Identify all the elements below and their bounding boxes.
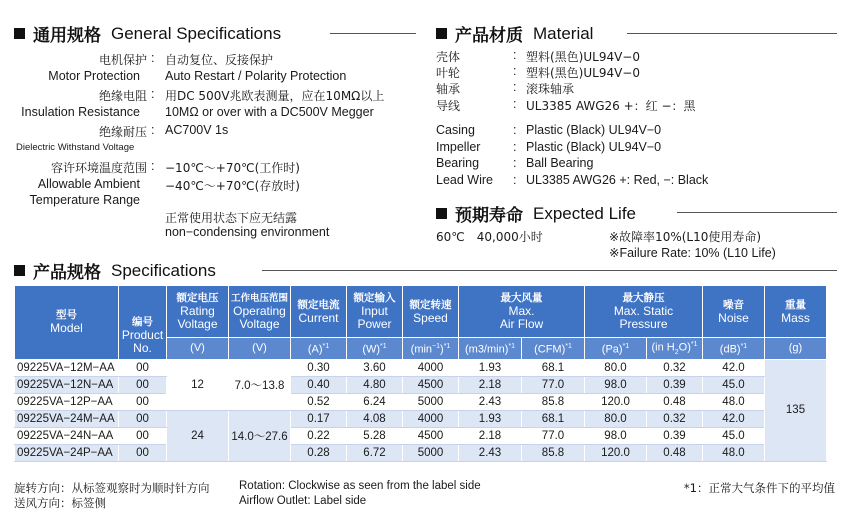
insulation-value-en: 10MΩ or over with a DC500V Megger — [165, 105, 374, 119]
header-airflow-zh: 最大风量 — [500, 292, 543, 304]
unit-current: $(A)^{*1}$ — [291, 338, 347, 360]
cell-product: 00 — [119, 393, 167, 410]
header-current — [291, 286, 347, 338]
cell-m3: 1.93 — [459, 410, 522, 427]
ambient-label-en-1: Allowable Ambient — [37, 177, 140, 191]
material-title-zh: 产品材质 — [455, 26, 523, 46]
cell-speed: 4500 — [403, 427, 459, 444]
header-mass-en: Mass — [781, 310, 810, 325]
spec-table — [14, 285, 827, 462]
material-bearing-value-zh: 滚珠轴承 — [526, 82, 575, 96]
header-rating — [167, 286, 229, 338]
material-impeller-value-en: Plastic (Black) UL94V−0 — [526, 140, 662, 154]
material-impeller-label-zh: 叶轮 — [436, 66, 461, 80]
header-input — [347, 286, 403, 338]
cell-input: 6.72 — [347, 444, 403, 461]
material-title-en: Material — [533, 23, 594, 43]
ambient-label-en-2: Temperature Range — [29, 193, 140, 207]
cell-inh2o: 0.39 — [647, 376, 703, 393]
table-row — [15, 427, 827, 444]
unit-input: $(W)^{*1}$ — [347, 338, 403, 360]
header-mass — [765, 286, 827, 338]
cell-db: 45.0 — [703, 427, 765, 444]
ambient-label-zh: 容许环境温度范围 — [50, 161, 147, 175]
colon: : — [513, 173, 517, 187]
header-input-en-2: Power — [357, 317, 392, 331]
cell-cfm: 85.8 — [522, 444, 585, 461]
motor-protection-value-en: Auto Restart / Polarity Protection — [165, 69, 347, 83]
withstand-value: AC700V 1s — [165, 123, 229, 137]
cell-current: 0.28 — [291, 444, 347, 461]
colon: : — [513, 80, 517, 94]
material-impeller-label-en: Impeller — [436, 140, 481, 154]
specs-title-rule — [262, 270, 837, 271]
motor-protection-value-zh: 自动复位、反接保护 — [165, 53, 274, 67]
cell-mass: 135 — [765, 359, 827, 461]
colon: : — [151, 123, 155, 137]
cell-model: 09225VA−12P−AA — [15, 393, 119, 410]
header-speed-zh: 额定转速 — [409, 298, 452, 311]
material-bearing-label-en: Bearing — [436, 156, 480, 170]
header-product-zh: 编号 — [132, 315, 153, 328]
header-rating-en-1: Rating — [180, 304, 215, 318]
colon: : — [513, 140, 517, 154]
cell-db: 42.0 — [703, 359, 765, 376]
general-title-rule — [330, 33, 416, 34]
footer-airflow-en: Airflow Outlet: Label side — [239, 495, 367, 507]
cell-rating-12: 12 — [167, 359, 229, 410]
footer-rotation-en: Rotation: Clockwise as seen from the label side — [239, 480, 481, 492]
cell-product: 00 — [119, 444, 167, 461]
header-model-en: Model — [50, 321, 83, 336]
motor-protection-label-zh: 电机保护 — [98, 53, 147, 67]
material-bearing-label-zh: 轴承 — [436, 82, 461, 96]
life-note-en: ※Failure Rate: 10% (L10 Life) — [609, 246, 776, 260]
cell-db: 48.0 — [703, 393, 765, 410]
specs-title — [14, 258, 216, 283]
insulation-label-en: Insulation Resistance — [21, 105, 140, 119]
cell-speed: 5000 — [403, 444, 459, 461]
cell-product: 00 — [119, 376, 167, 393]
header-input-zh: 额定输入 — [353, 292, 396, 304]
general-title-en: General Specifications — [111, 23, 282, 43]
header-noise-zh: 噪音 — [723, 298, 744, 311]
cell-cfm: 85.8 — [522, 393, 585, 410]
cell-model: 09225VA−12M−AA — [15, 359, 119, 376]
cell-current: 0.17 — [291, 410, 347, 427]
material-lead-value-zh: UL3385 AWG26 +：红 −：黑 — [526, 99, 696, 113]
header-operating-en-1: Operating — [233, 304, 286, 318]
header-current-zh: 额定电流 — [297, 298, 340, 311]
colon: : — [513, 48, 517, 62]
cell-current: 0.30 — [291, 359, 347, 376]
material-casing-label-zh: 壳体 — [436, 50, 461, 64]
cell-pa: 98.0 — [585, 376, 647, 393]
cell-m3: 2.18 — [459, 376, 522, 393]
header-pressure-zh: 最大静压 — [622, 292, 665, 304]
material-lead-label-zh: 导线 — [436, 99, 461, 113]
table-row — [15, 393, 827, 410]
material-bearing-value-en: Ball Bearing — [526, 156, 594, 170]
colon: : — [513, 123, 517, 137]
material-casing-value-zh: 塑料(黑色)UL94V−0 — [526, 50, 641, 64]
header-model-zh: 型号 — [56, 309, 77, 322]
cell-speed: 4500 — [403, 376, 459, 393]
table-row — [15, 359, 827, 376]
cell-current: 0.22 — [291, 427, 347, 444]
colon: : — [513, 156, 517, 170]
section-square-icon — [14, 265, 25, 276]
motor-protection-label-en: Motor Protection — [48, 69, 140, 83]
cell-product: 00 — [119, 359, 167, 376]
cell-input: 4.08 — [347, 410, 403, 427]
colon: : — [151, 51, 155, 65]
life-note-zh: ※故障率10%(L10使用寿命) — [609, 230, 762, 244]
cell-speed: 5000 — [403, 393, 459, 410]
cell-rating-24: 24 — [167, 410, 229, 461]
cell-pa: 80.0 — [585, 359, 647, 376]
cell-input: 3.60 — [347, 359, 403, 376]
colon: : — [151, 159, 155, 173]
life-title — [436, 201, 636, 226]
cell-pa: 80.0 — [585, 410, 647, 427]
cell-operating-24: 14.0～27.6 — [229, 410, 291, 461]
cell-inh2o: 0.32 — [647, 359, 703, 376]
cell-m3: 2.18 — [459, 427, 522, 444]
header-mass-zh: 重量 — [785, 298, 806, 311]
footer-note: *1：正常大气条件下的平均值 — [683, 481, 835, 495]
cell-product: 00 — [119, 427, 167, 444]
header-rating-zh: 额定电压 — [176, 292, 219, 304]
unit-operating: (V) — [229, 338, 291, 360]
header-operating-en-2: Voltage — [239, 317, 280, 331]
cell-cfm: 68.1 — [522, 359, 585, 376]
section-square-icon — [436, 28, 447, 39]
cell-speed: 4000 — [403, 410, 459, 427]
cell-m3: 2.43 — [459, 393, 522, 410]
material-casing-value-en: Plastic (Black) UL94V−0 — [526, 123, 662, 137]
material-lead-label-en: Lead Wire — [436, 173, 493, 187]
table-row — [15, 444, 827, 461]
cell-operating-12: 7.0～13.8 — [229, 359, 291, 410]
unit-db: (dB)$^{*1}$ — [703, 338, 765, 360]
life-title-zh: 预期寿命 — [455, 206, 523, 226]
cell-cfm: 77.0 — [522, 427, 585, 444]
section-square-icon — [14, 28, 25, 39]
footer-rotation-zh: 旋转方向：从标签观察时为顺时针方向 — [14, 481, 210, 495]
unit-speed: $(\min^{-1})^{*1}$ — [403, 338, 459, 360]
cell-speed: 4000 — [403, 359, 459, 376]
header-row-1 — [15, 286, 827, 304]
general-spec-title — [14, 21, 281, 46]
cell-db: 48.0 — [703, 444, 765, 461]
cell-model: 09225VA−24N−AA — [15, 427, 119, 444]
unit-pa: $(Pa)^{*1}$ — [585, 338, 647, 360]
material-title — [436, 21, 593, 46]
cell-pa: 120.0 — [585, 393, 647, 410]
header-operating-zh: 工作电压范围 — [231, 293, 289, 304]
cell-inh2o: 0.32 — [647, 410, 703, 427]
life-value: 60℃ 40,000小时 — [436, 230, 543, 244]
header-noise-en: Noise — [718, 310, 749, 325]
material-casing-label-en: Casing — [436, 123, 475, 137]
cell-inh2o: 0.39 — [647, 427, 703, 444]
header-operating — [229, 286, 291, 338]
cell-input: 5.28 — [347, 427, 403, 444]
header-speed-en: Speed — [413, 310, 448, 325]
general-title-zh: 通用规格 — [33, 26, 101, 46]
specs-title-zh: 产品规格 — [33, 263, 101, 283]
cell-m3: 1.93 — [459, 359, 522, 376]
insulation-value-zh: 用DC 500V兆欧表测量，应在10MΩ以上 — [165, 89, 385, 103]
cell-db: 45.0 — [703, 376, 765, 393]
cell-input: 4.80 — [347, 376, 403, 393]
cell-input: 6.24 — [347, 393, 403, 410]
header-product — [119, 286, 167, 360]
cell-pa: 120.0 — [585, 444, 647, 461]
unit-cfm: (CFM)$^{*1}$ — [522, 338, 585, 360]
header-noise — [703, 286, 765, 338]
ambient-value-1: −10℃～+70℃(工作时) — [165, 161, 300, 175]
cell-product: 00 — [119, 410, 167, 427]
header-airflow-en-1: Max. — [508, 304, 535, 318]
unit-mass: (g) — [765, 338, 827, 360]
life-title-en: Expected Life — [533, 203, 637, 223]
table-row — [15, 376, 827, 393]
cell-pa: 98.0 — [585, 427, 647, 444]
unit-inh2o: (in $H_2O)^{*1}$ — [647, 338, 703, 360]
specs-title-en: Specifications — [111, 260, 216, 280]
header-pressure-en-1: Max. Static — [613, 304, 674, 318]
unit-m3: $(m3/\min)^{*1}$ — [459, 338, 522, 360]
header-input-en-1: Input — [361, 304, 388, 318]
ambient-value-2: −40℃～+70℃(存放时) — [165, 179, 300, 193]
cell-model: 09225VA−12N−AA — [15, 376, 119, 393]
cell-inh2o: 0.48 — [647, 444, 703, 461]
header-model — [15, 286, 119, 360]
cell-cfm: 68.1 — [522, 410, 585, 427]
header-product-en-2: No. — [133, 340, 152, 355]
colon: : — [151, 87, 155, 101]
header-pressure — [585, 286, 703, 338]
material-lead-value-en: UL3385 AWG26 +: Red, −: Black — [526, 173, 709, 187]
condensing-note-zh: 正常使用状态下应无结露 — [165, 211, 298, 225]
header-airflow — [459, 286, 585, 338]
header-current-en: Current — [298, 310, 339, 325]
unit-rating: (V) — [167, 338, 229, 360]
header-speed — [403, 286, 459, 338]
withstand-label-en: Dielectric Withstand Voltage — [16, 142, 135, 153]
header-airflow-en-2: Air Flow — [499, 317, 544, 331]
colon: : — [513, 97, 517, 111]
table-row — [15, 410, 827, 427]
material-title-rule — [627, 33, 837, 34]
header-pressure-en-2: Pressure — [619, 317, 668, 331]
footer-airflow-zh: 送风方向：标签侧 — [14, 496, 106, 510]
cell-db: 42.0 — [703, 410, 765, 427]
material-impeller-value-zh: 塑料(黑色)UL94V−0 — [526, 66, 641, 80]
cell-cfm: 77.0 — [522, 376, 585, 393]
insulation-label-zh: 绝缘电阻 — [98, 89, 147, 103]
condensing-note-en: non−condensing environment — [165, 225, 330, 239]
cell-model: 09225VA−24M−AA — [15, 410, 119, 427]
header-product-en-1: Product — [121, 327, 164, 342]
withstand-label-zh: 绝缘耐压 — [98, 125, 147, 139]
section-square-icon — [436, 208, 447, 219]
header-rating-en-2: Voltage — [177, 317, 218, 331]
colon: : — [513, 64, 517, 78]
cell-current: 0.52 — [291, 393, 347, 410]
cell-m3: 2.43 — [459, 444, 522, 461]
cell-current: 0.40 — [291, 376, 347, 393]
cell-inh2o: 0.48 — [647, 393, 703, 410]
cell-model: 09225VA−24P−AA — [15, 444, 119, 461]
life-title-rule — [677, 212, 837, 213]
